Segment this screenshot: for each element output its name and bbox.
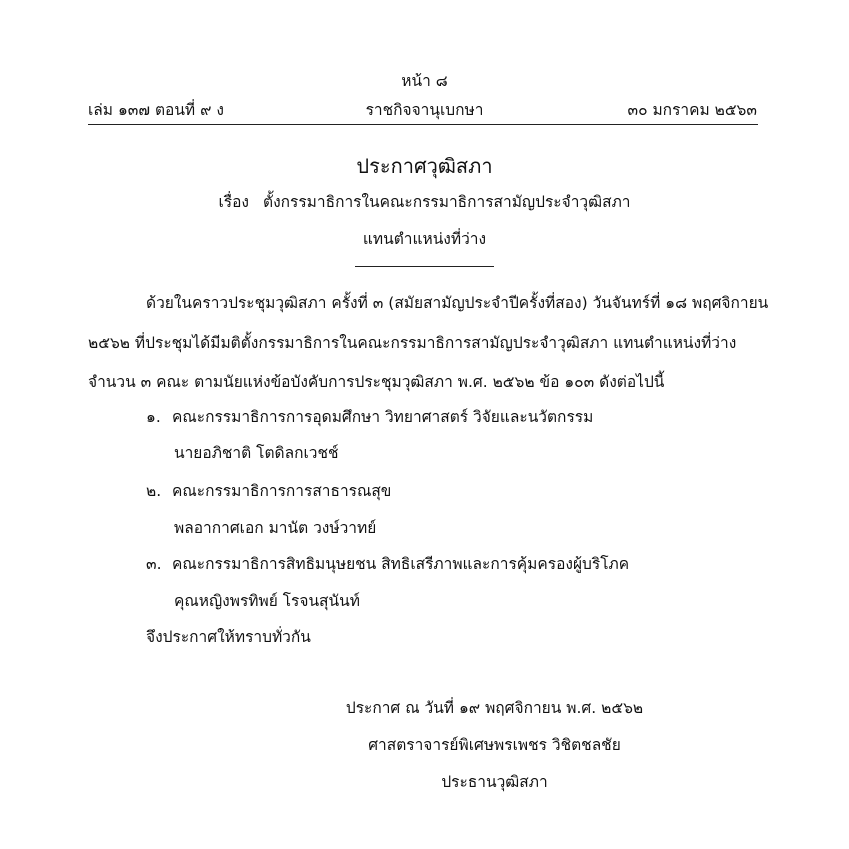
committee-name: คณะกรรมาธิการการสาธารณสุข — [172, 482, 392, 500]
title-divider — [355, 266, 494, 267]
appointee-name: คุณหญิงพรทิพย์ โรจนสุนันท์ — [174, 592, 360, 610]
body-line-1: ด้วยในคราวประชุมวุฒิสภา ครั้งที่ ๓ (สมัยสามัญประจำปีครั้งที่สอง) วันจันทร์ที่ ๑๘ พฤศจิกายน — [146, 294, 769, 312]
announcement-subject — [0, 189, 849, 214]
subject-line-2: แทนตำแหน่งที่ว่าง — [362, 230, 487, 248]
page-number: หน้า ๘ — [401, 72, 448, 90]
item-number: ๒. — [146, 482, 162, 500]
appointee-name: พลอากาศเอก มานัต วงษ์วาทย์ — [174, 519, 377, 537]
publication-name: ราชกิจจานุเบกษา — [365, 101, 484, 119]
committee-name: คณะกรรมาธิการการอุดมศึกษา วิทยาศาสตร์ วิจัยและนวัตกรรม — [172, 408, 594, 426]
signatory-name: ศาสตราจารย์พิเศษพรเพชร วิชิตชลชัย — [368, 736, 621, 754]
signature-date: ประกาศ ณ วันที่ ๑๙ พฤศจิกายน พ.ศ. ๒๕๖๒ — [345, 699, 644, 717]
item-number: ๑. — [146, 408, 161, 426]
appointee-name: นายอภิชาติ โตดิลกเวชช์ — [174, 444, 339, 462]
item-number: ๓. — [146, 555, 162, 573]
header-divider — [88, 124, 758, 125]
signatory-position: ประธานวุฒิสภา — [441, 773, 548, 791]
announcement-title: ประกาศวุฒิสภา — [356, 154, 493, 178]
committee-item — [146, 478, 391, 503]
committee-item — [146, 551, 629, 576]
closing-statement: จึงประกาศให้ทราบทั่วกัน — [146, 628, 311, 646]
publication-date: ๓๐ มกราคม ๒๕๖๓ — [627, 101, 757, 119]
committee-item — [146, 404, 593, 429]
subject-label: เรื่อง — [218, 193, 250, 211]
committee-name: คณะกรรมาธิการสิทธิมนุษยชน สิทธิเสรีภาพและการคุ้มครองผู้บริโภค — [172, 555, 630, 573]
body-line-3: จำนวน ๓ คณะ ตามนัยแห่งข้อบังคับการประชุมวุฒิสภา พ.ศ. ๒๕๖๒ ข้อ ๑๐๓ ดังต่อไปนี้ — [88, 373, 665, 391]
volume-issue: เล่ม ๑๓๗ ตอนที่ ๙ ง — [88, 101, 224, 119]
body-line-2: ๒๕๖๒ ที่ประชุมได้มีมติตั้งกรรมาธิการในคณะกรรมาธิการสามัญประจำวุฒิสภา แทนตำแหน่งที่ว่าง — [88, 334, 737, 352]
subject-line-1: ตั้งกรรมาธิการในคณะกรรมาธิการสามัญประจำวุฒิสภา — [263, 193, 631, 211]
